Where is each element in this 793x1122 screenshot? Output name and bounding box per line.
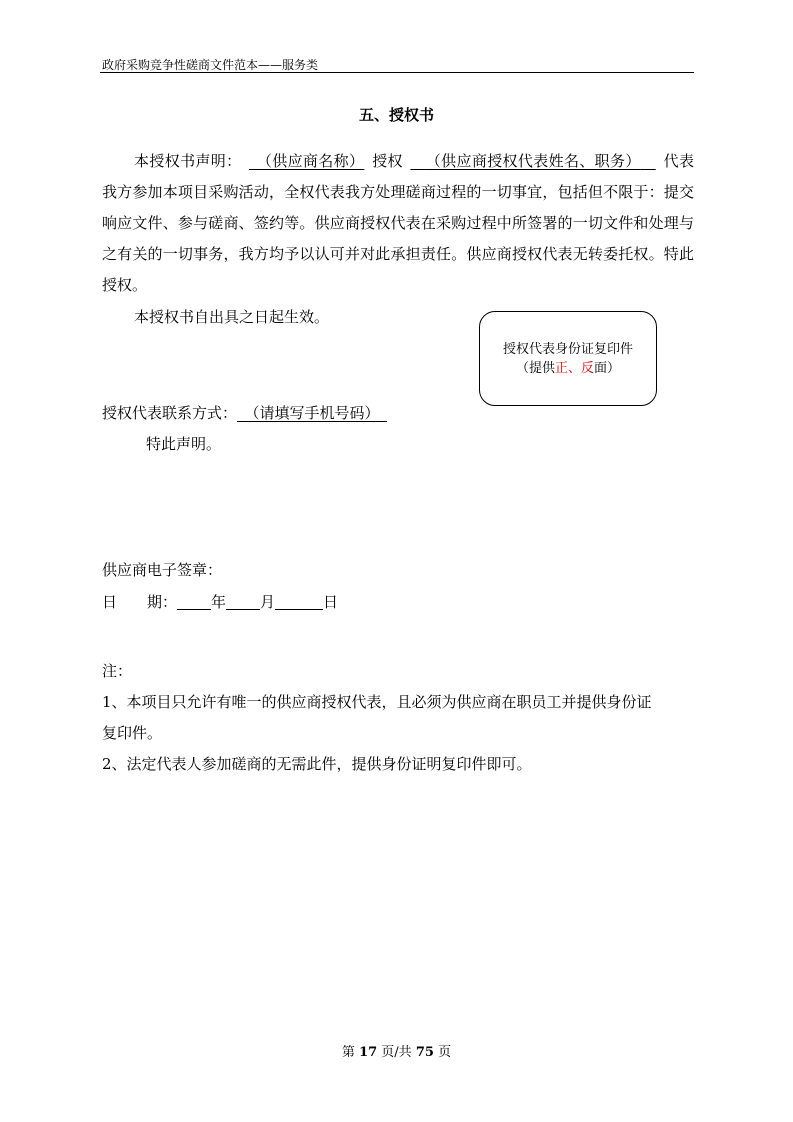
front-side-text: 正 [554, 360, 568, 376]
supplier-name-blank: （供应商名称） [256, 152, 365, 170]
id-copy-sides: （提供正、反面） [515, 360, 621, 376]
declaration: 特此声明。 [146, 435, 222, 453]
statement-body: 代表我方参加本项目采购活动，全权代表我方处理磋商过程的一切事宜，包括但不限于：提交响应文件、参与磋商、签约等。供应商授权代表在采购过程中所签署的一切文件和处理与之有关的一切事务，我方均予以认可并对此承担责任。供应商授权代表无转委托权。特此授权。 [102, 152, 694, 294]
page-footer: 第 17 页/共 75 页 [341, 1045, 452, 1060]
phone-blank: （请填写手机号码） [244, 404, 380, 422]
page-header: 政府采购竞争性磋商文件范本——服务类 [102, 58, 319, 72]
representative-blank: （供应商授权代表姓名、职务） [425, 152, 641, 170]
section-title: 五、授权书 [358, 106, 434, 124]
year-blank [177, 591, 211, 610]
total-page-count: 75 [415, 1045, 434, 1060]
back-side-text: 反 [581, 360, 595, 376]
day-blank [275, 591, 323, 610]
contact-line [102, 398, 387, 429]
note-item-1: 1、本项目只允许有唯一的供应商授权代表，且必须为供应商在职员工并提供身份证 [102, 693, 652, 711]
notes-heading: 注： [102, 662, 133, 680]
authorization-statement [102, 146, 694, 301]
id-copy-box [479, 311, 657, 406]
current-page-number: 17 [359, 1045, 378, 1060]
effective-clause: 本授权书自出具之日起生效。 [134, 308, 330, 326]
date-label: 日 期： [102, 593, 178, 611]
contact-label: 授权代表联系方式： [102, 404, 238, 422]
month-blank [226, 591, 260, 610]
note-item-2: 2、法定代表人参加磋商的无需此件，提供身份证明复印件即可。 [102, 755, 532, 773]
date-line: 日 期： 年 月 日 [102, 593, 339, 611]
signature-label: 供应商电子签章： [102, 561, 223, 579]
header-rule [100, 72, 694, 73]
id-copy-label: 授权代表身份证复印件 [502, 341, 633, 357]
authorize-word: 授权 [371, 152, 403, 170]
statement-lead: 本授权书声明： [134, 152, 242, 170]
note-item-1-cont: 复印件。 [102, 724, 163, 742]
